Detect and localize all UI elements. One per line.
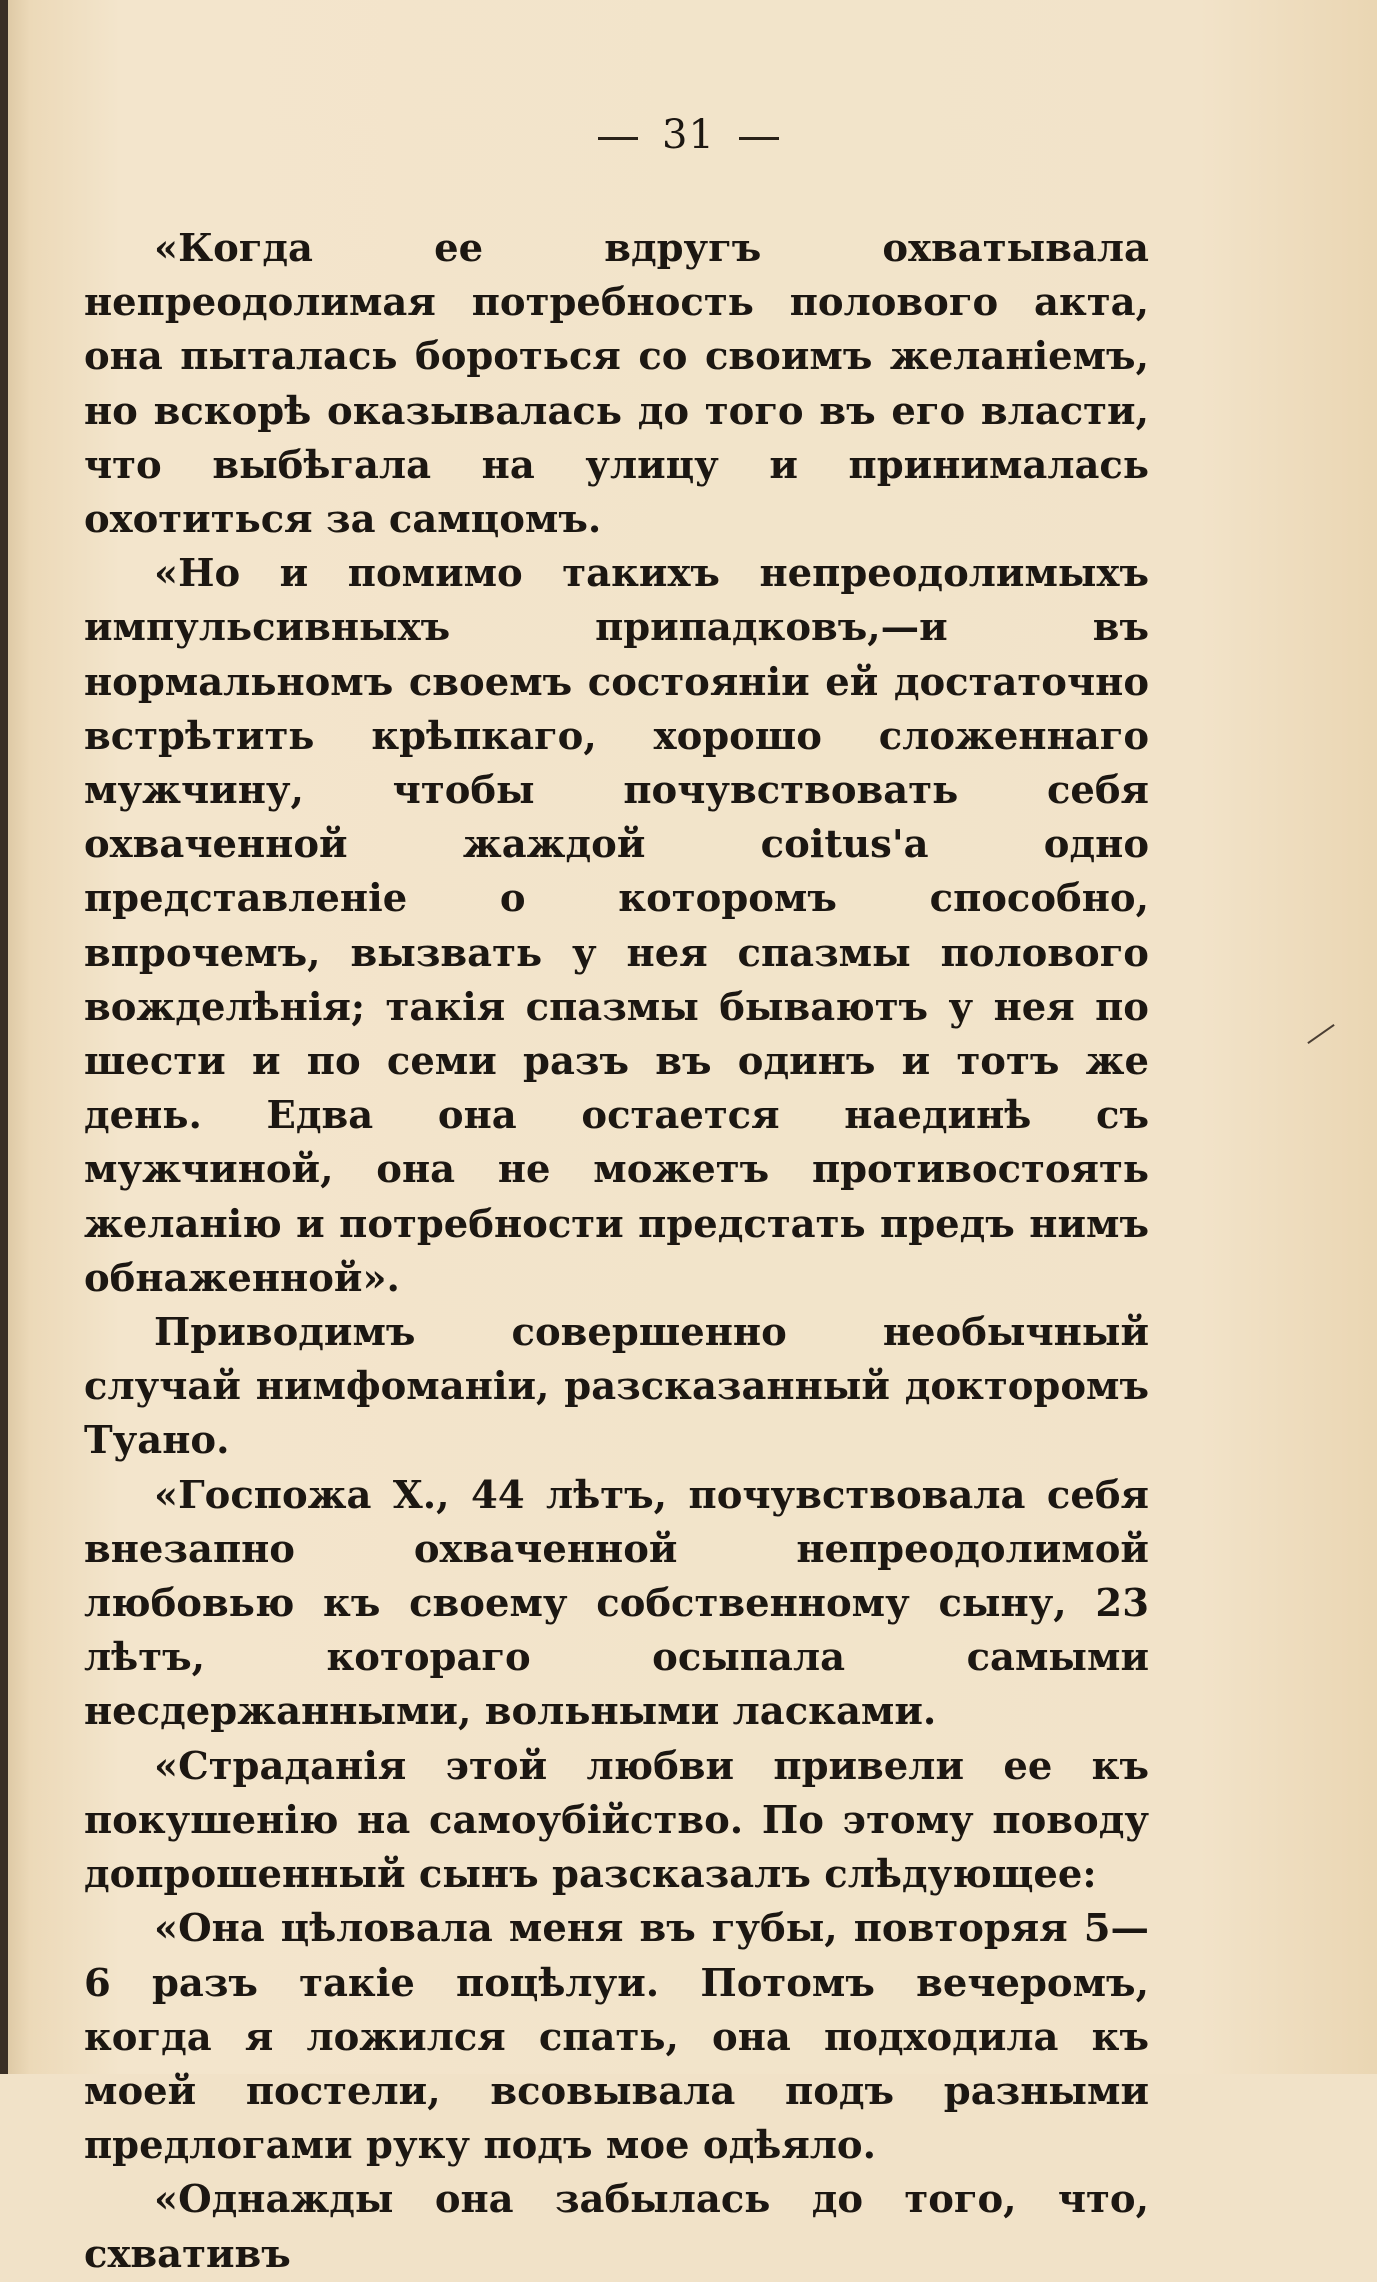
page-number: 31 (662, 112, 715, 158)
paragraph-3: Приводимъ совершенно необычный случай нимфоманіи, разсказанный докторомъ Туано. (84, 1310, 1149, 1464)
paragraph-2: «Но и помимо такихъ непреодолимыхъ импульсивныхъ припадковъ,—и въ нормальномъ своемъ состояніи ей достаточно встрѣтить крѣпкаго, хорошо сложеннаго мужчину, чтобы почувствовать себя охваченной жаждой coitus'а одно представленіе о которомъ способно, впрочемъ, вызвать у нея спазмы полового вожделѣнія; такія спазмы бываютъ у нея по шести и по семи разъ въ одинъ и тотъ же день. Едва она остается наединѣ съ мужчиной, она не можетъ противостоять желанію и потребности предстать предъ нимъ обнаженной». (84, 551, 1149, 1301)
page-binding-edge (0, 0, 8, 2074)
paragraph-5: «Страданія этой любви привели ее къ покушенію на самоубійство. По этому поводу допрошенный сынъ разсказалъ слѣдующее: (84, 1743, 1149, 1898)
body-text (84, 222, 1149, 2282)
page-number-header (0, 112, 1377, 158)
paragraph-4: «Госпожа X., 44 лѣтъ, почувствовала себя внезапно охваченной непреодолимой любовью къ своему собственному сыну, 23 лѣтъ, котораго осыпала самыми несдержанными, вольными ласками. (84, 1472, 1149, 1735)
left-ornament-dash (598, 137, 638, 140)
pencil-mark (1307, 1024, 1334, 1044)
paragraph-1: «Когда ее вдругъ охватывала непреодолимая потребность полового акта, она пыталась бороться со своимъ желаніемъ, но вскорѣ оказывалась до того въ его власти, что выбѣгала на улицу и принималась охотиться за самцомъ. (84, 226, 1149, 543)
paragraph-7: «Однажды она забылась до того, что, схвативъ (84, 2177, 1149, 2277)
paragraph-6: «Она цѣловала меня въ губы, повторяя 5—6 разъ такіе поцѣлуи. Потомъ вечеромъ, когда я ложился спать, она подходила къ моей постели, всовывала подъ разными предлогами руку подъ мое одѣяло. (84, 1906, 1149, 2169)
right-ornament-dash (739, 137, 779, 140)
